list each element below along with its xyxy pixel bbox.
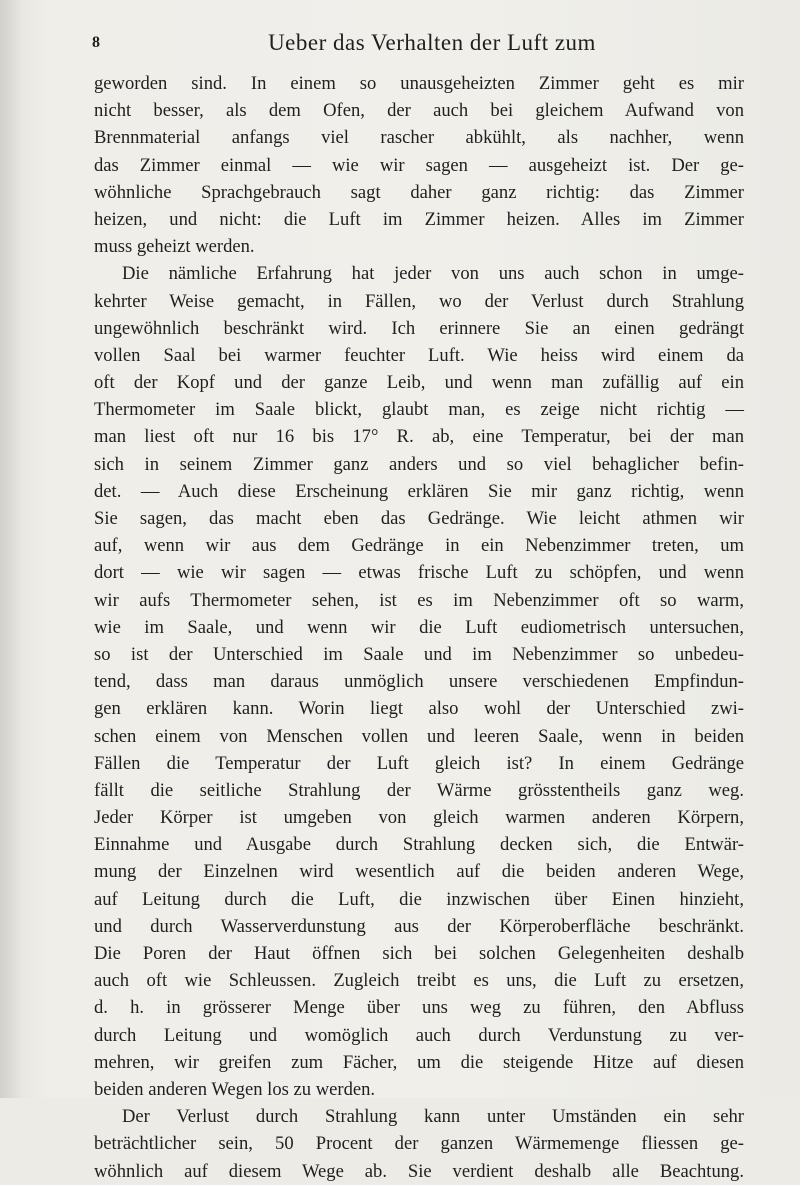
- text-line: wir aufs Thermometer sehen, ist es im Nebenzimmer oft so warm,: [94, 589, 744, 611]
- text-line: Einnahme und Ausgabe durch Strahlung decken sich, die Entwär-: [94, 834, 744, 856]
- text-line: auf Leitung durch die Luft, die inzwischen über Einen hinzieht,: [94, 888, 744, 910]
- paragraph: [94, 260, 744, 1103]
- text-line: gen erklären kann. Worin liegt also wohl der Unterschied zwi-: [94, 698, 744, 720]
- text-line: Sie sagen, das macht eben das Gedränge. Wie leicht athmen wir: [94, 508, 744, 529]
- text-line: det. — Auch diese Erscheinung erklären Sie mir ganz richtig, wenn: [94, 480, 744, 502]
- text-line: so ist der Unterschied im Saale und im Nebenzimmer so unbedeu-: [94, 643, 744, 665]
- text-line: beiden anderen Wegen los zu werden.: [94, 1078, 376, 1100]
- text-line: oft der Kopf und der ganze Leib, und wenn man zufällig auf ein: [94, 372, 744, 394]
- text-line: sich in seinem Zimmer ganz anders und so viel behaglicher befin-: [94, 453, 744, 475]
- page-header: [92, 30, 772, 60]
- text-line: auf, wenn wir aus dem Gedränge in ein Nebenzimmer treten, um: [94, 535, 744, 557]
- text-line: auch oft wie Schleussen. Zugleich treibt es uns, die Luft zu ersetzen,: [94, 970, 744, 992]
- text-line: Jeder Körper ist umgeben von gleich warmen anderen Körpern,: [94, 807, 744, 829]
- text-line: wöhnlich auf diesem Wege ab. Sie verdient deshalb alle Beachtung.: [94, 1160, 744, 1182]
- page-number: 8: [92, 34, 100, 51]
- text-line: und durch Wasserverdunstung aus der Körperoberfläche beschränkt.: [94, 915, 744, 937]
- text-line: nicht besser, als dem Ofen, der auch bei gleichem Aufwand von: [94, 100, 744, 122]
- text-line: Brennmaterial anfangs viel rascher abkühlt, als nachher, wenn: [94, 127, 744, 149]
- text-line: Fällen die Temperatur der Luft gleich ist? In einem Gedränge: [94, 752, 744, 774]
- text-line: beträchtlicher sein, 50 Procent der ganzen Wärmemenge fliessen ge-: [94, 1133, 744, 1155]
- paragraph: [94, 1103, 744, 1185]
- text-line: durch Leitung und womöglich auch durch Verdunstung zu ver-: [94, 1024, 744, 1046]
- text-line: wöhnliche Sprachgebrauch sagt daher ganz richtig: das Zimmer: [94, 181, 744, 203]
- spine-shadow: [0, 0, 22, 1098]
- text-line: mung der Einzelnen wird wesentlich auf die beiden anderen Wege,: [94, 861, 744, 883]
- text-line: ungewöhnlich beschränkt wird. Ich erinnere Sie an einen gedrängt: [94, 317, 744, 339]
- text-line: fällt die seitliche Strahlung der Wärme grösstentheils ganz weg.: [94, 779, 744, 801]
- text-line: heizen, und nicht: die Luft im Zimmer heizen. Alles im Zimmer: [94, 208, 744, 230]
- text-line: d. h. in grösserer Menge über uns weg zu führen, den Abfluss: [94, 997, 744, 1019]
- text-line: mehren, wir greifen zum Fächer, um die steigende Hitze auf diesen: [94, 1051, 744, 1073]
- text-line: geworden sind. In einem so unausgeheizten Zimmer geht es mir: [94, 73, 744, 94]
- text-line: kehrter Weise gemacht, in Fällen, wo der Verlust durch Strahlung: [94, 290, 744, 312]
- text-line: das Zimmer einmal — wie wir sagen — ausgeheizt ist. Der ge-: [94, 154, 744, 176]
- text-line: Die Poren der Haut öffnen sich bei solchen Gelegenheiten deshalb: [94, 943, 744, 964]
- text-line: schen einem von Menschen vollen und leeren Saale, wenn in beiden: [94, 725, 744, 747]
- text-line: tend, dass man daraus unmöglich unsere verschiedenen Empfindun-: [94, 671, 744, 693]
- text-line: Thermometer im Saale blickt, glaubt man, es zeige nicht richtig —: [94, 399, 744, 421]
- text-line: dort — wie wir sagen — etwas frische Luft zu schöpfen, und wenn: [94, 562, 744, 584]
- text-line: muss geheizt werden.: [94, 236, 255, 258]
- text-line: Die nämliche Erfahrung hat jeder von uns auch schon in umge-: [122, 263, 744, 285]
- running-head: Ueber das Verhalten der Luft zum: [268, 30, 596, 55]
- body-text: [94, 70, 744, 1185]
- text-line: wie im Saale, und wenn wir die Luft eudiometrisch untersuchen,: [94, 616, 744, 638]
- text-line: man liest oft nur 16 bis 17° R. ab, eine Temperatur, bei der man: [94, 426, 744, 448]
- text-line: Der Verlust durch Strahlung kann unter Umständen ein sehr: [122, 1106, 744, 1128]
- text-line: vollen Saal bei warmer feuchter Luft. Wie heiss wird einem da: [94, 344, 744, 366]
- paragraph: [94, 70, 744, 260]
